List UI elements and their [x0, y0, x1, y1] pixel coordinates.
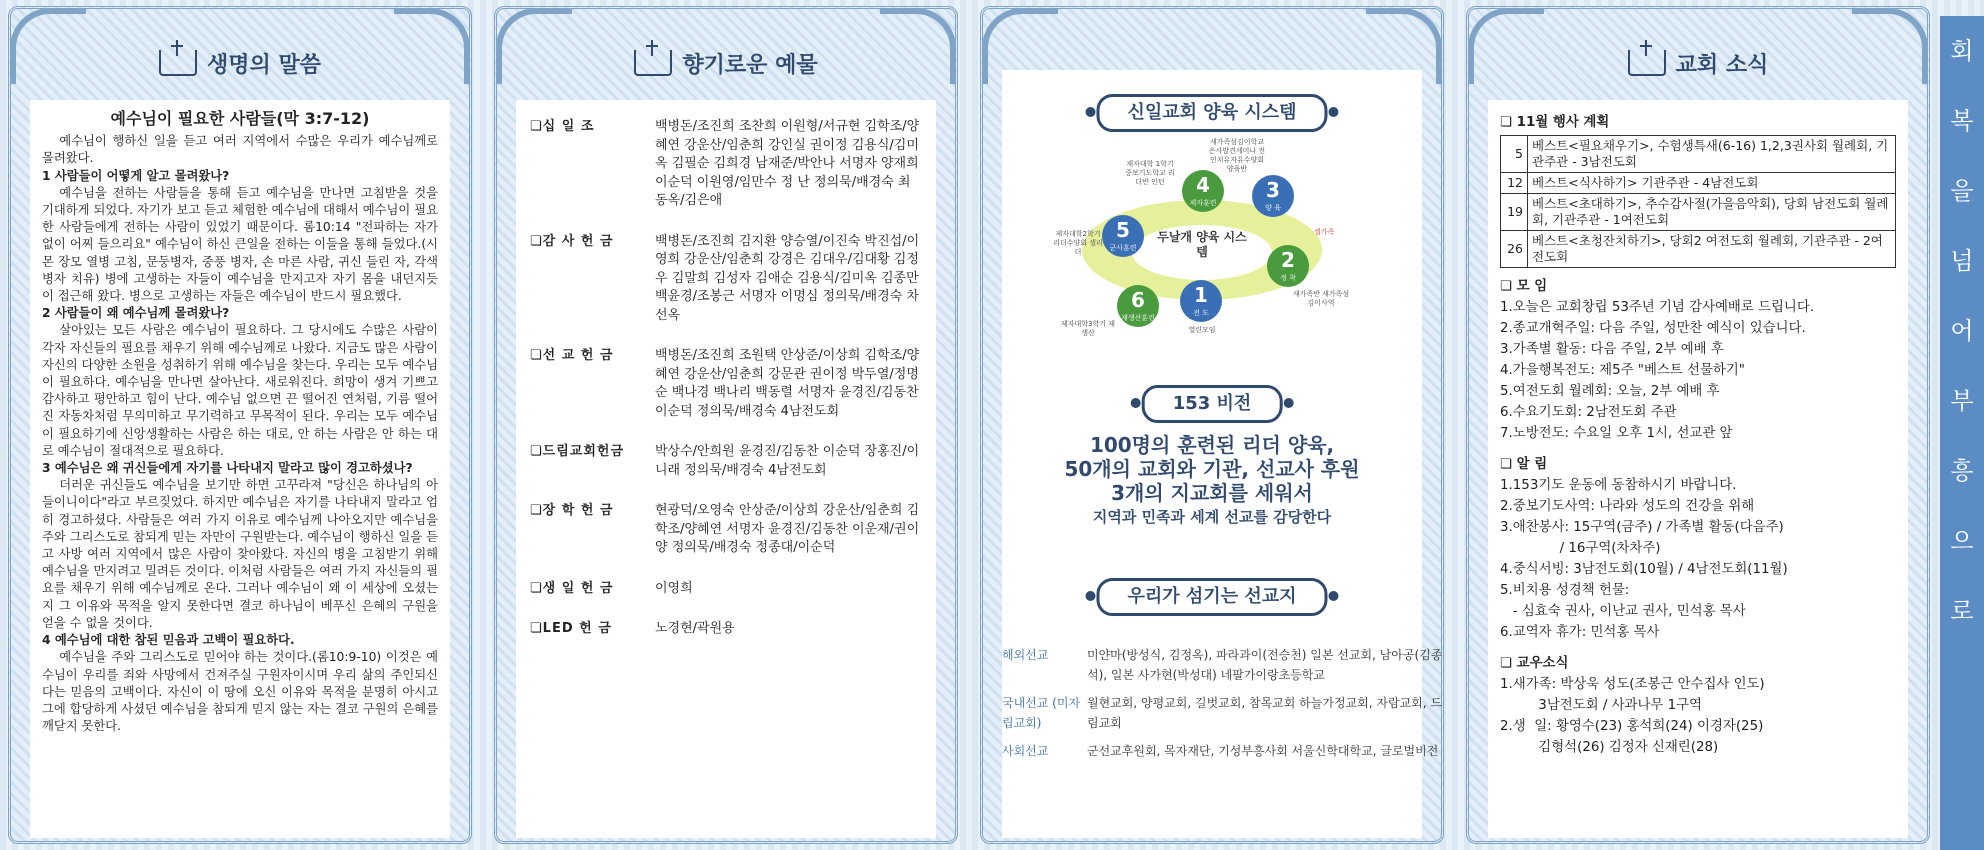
- offering-names: 백병돈/조진희 조원택 안상준/이상희 김학조/양혜연 강운산/임춘희 강문관 권이정 박두열/정명순 백나경 백나리 백동렬 서명자 윤경진/김동찬 이순덕 정의묵/배경숙 4남전도회: [655, 348, 920, 419]
- sermon-title: 예수님이 필요한 사람들(막 3:7-12): [110, 109, 370, 128]
- event-date: 5: [1501, 136, 1528, 173]
- panel-news: [1458, 0, 1938, 850]
- offering-row: [530, 443, 922, 480]
- sermon-subheading: 2 사람들이 왜 예수님께 몰려왔나?: [42, 306, 230, 321]
- notice-item: 6.교역자 휴가: 민석홍 목사: [1500, 625, 1660, 640]
- meeting-item: 2.종교개혁주일: 다음 주일, 성만찬 예식이 있습니다.: [1500, 321, 1806, 336]
- mission-row: [1002, 645, 1452, 685]
- offering-row: [530, 620, 922, 639]
- mission-sites: 군선교후원회, 목자재단, 기성부흥사회 서울신학대학교, 글로벌비전: [1087, 744, 1439, 758]
- spine-char: 부: [1950, 387, 1974, 415]
- mission-sites: 미얀마(방성식, 김정옥), 파라과이(전승천) 일본 선교회, 남아공(김종석), 일본 사가현(박성대) 네팔가이랑초등학교: [1087, 648, 1443, 682]
- event-row: [1501, 173, 1896, 194]
- offering-row: [530, 580, 922, 599]
- nurture-system-diagram: [1053, 138, 1352, 340]
- vision-line: 100명의 훈련된 리더 양육,: [1089, 433, 1335, 457]
- event-row: [1501, 136, 1896, 173]
- meeting-item: 6.수요기도회: 2남전도회 주관: [1500, 405, 1677, 420]
- notice-item: 1.153기도 운동에 동참하시기 바랍니다.: [1500, 478, 1737, 493]
- sermon-paragraph: 예수님이 행하신 일을 듣고 여러 지역에서 수많은 우리가 예수님께로 몰려왔다.: [42, 134, 438, 166]
- notice-item: - 심효숙 권사, 이난교 권사, 민석홍 목사: [1500, 604, 1746, 619]
- panel-sermon: [0, 0, 480, 850]
- panel-heading: 생명의 말씀: [0, 48, 480, 88]
- vision-line: 50개의 교회와 기관, 선교사 후원: [1064, 457, 1360, 481]
- offering-label: ❏생 일 헌 금: [530, 580, 614, 596]
- spine-char: 로: [1950, 597, 1974, 625]
- event-text: 베스트<필요채우기>, 수험생특새(6-16) 1,2,3권사회 월례회, 기관주관 - 3남전도회: [1528, 136, 1896, 173]
- mission-sites: 월현교회, 양평교회, 길벗교회, 참목교회 하늘가정교회, 자람교회, 드림교회: [1087, 696, 1442, 730]
- node-5: 5 군사훈련: [1102, 215, 1144, 257]
- node-label: 제자대학 1학기 중보기도학교 리더반 인턴: [1125, 160, 1175, 186]
- node-label: 새가족섬김이학교 은사발견세미나 전인치유자유수양회 양육반: [1208, 138, 1266, 173]
- offering-row: [530, 233, 922, 326]
- theme-spine: [1940, 16, 1984, 850]
- system-title: 신일교회 양육 시스템: [1096, 94, 1327, 132]
- members-title: ❏ 교우소식: [1500, 656, 1569, 671]
- panel-offerings: [486, 0, 966, 850]
- events-title: ❏ 11월 행사 계획: [1500, 115, 1610, 130]
- member-item: 김형석(26) 김정자 신재린(28): [1500, 740, 1719, 755]
- offering-names: 백병돈/조진희 조찬희 이원형/서규현 김학조/양혜연 강운산/임춘희 강인실 권이정 김용식/김미옥 김필순 김희경 남재준/박안나 서명자 양재희 이순덕 이원영/임만수 정 난 정의묵/배경숙 최동옥/김은애: [655, 119, 920, 208]
- meeting-item: 3.가족별 활동: 다음 주일, 2부 예배 후: [1500, 342, 1724, 357]
- event-date: 12: [1501, 173, 1528, 194]
- mission-category: 국내선교 (미자립교회): [1002, 696, 1081, 730]
- sermon-paragraph: 예수님을 주와 그리스도로 믿어야 하는 것이다.(롬10:9-10) 이것은 예수님이 우리를 죄와 사망에서 건져주실 구원자이시며 우리 삶의 주인되신다는 믿음의 고백이다. 자신이 이 땅에 오신 이유와 목적을 분명히 아시고 그에 합당하게 사셨던 예수님을 참되게 믿지 않는 자는 결코 구원의 은혜를 깨닫지 못한다.: [42, 650, 438, 734]
- meeting-item: 1.오늘은 교회창립 53주년 기념 감사예배로 드립니다.: [1500, 300, 1815, 315]
- offering-label: ❏십 일 조: [530, 119, 595, 134]
- sermon-subheading: 1 사람들이 어떻게 알고 몰려왔나?: [42, 168, 230, 183]
- sermon-paragraph: 예수님을 전하는 사람들을 통해 듣고 예수님을 만나면 고침받을 것을 기대하게 되었다. 자기가 보고 듣고 체험한 예수님에 대해서 예수님이 필요한 사람들에게 전하는 사람이 있었기 때문이다. 롬10:14 "전파하는 자가 없이 어찌 들으리요" 예수님이 하신 큰일을 전하는 이들을 통해 들었다.(시몬 장모 열병 고침, 문둥병자, 중풍 병자, 손 마른 사람, 귀신 들린 자, 각색 병자 치유) 병에 고생하는 자들이 예수님을 만지고자 자기 몸을 내던지듯이 접근해 왔다. 병으로 고생하는 자들은 예수님이 반드시 필요했다.: [42, 185, 438, 304]
- node-3: 3 양 육: [1252, 175, 1294, 217]
- offering-names: 이영희: [655, 580, 693, 596]
- offering-label: ❏선 교 헌 금: [530, 348, 614, 363]
- sermon-subheading: 3 예수님은 왜 귀신들에게 자기를 나타내지 말라고 많이 경고하셨나?: [42, 461, 413, 476]
- offering-names: 백병돈/조진희 김지환 양승열/이진숙 박진섭/이영희 강운산/임춘희 강경은 김대우/김대황 김정우 김말희 김성자 김애순 김용식/김미옥 김종만 백윤경/조봉근 서명자 이명심 정의묵/배경숙 차선옥: [655, 233, 920, 323]
- events-table: [1500, 135, 1896, 268]
- sermon-body: [30, 100, 450, 838]
- sermon-subheading: 4 예수님에 대한 참된 믿음과 고백이 필요하다.: [42, 633, 295, 648]
- member-item: 2.생 일: 황영수(23) 홍석희(24) 이경자(25): [1500, 719, 1764, 734]
- offering-names: 현광덕/오영숙 안상준/이상희 강운산/임춘희 김학조/양혜연 서명자 윤경진/김동찬 이운재/권이양 정의묵/배경숙 정종대/이순덕: [655, 503, 920, 555]
- event-text: 베스트<초대하기>, 추수감사절(가을음악회), 당회 남전도회 월례회, 기관주관 - 1여전도회: [1528, 194, 1896, 231]
- news-body: [1488, 100, 1908, 838]
- node-6: 6 재생산훈련: [1117, 285, 1159, 327]
- meetings-list: [1500, 297, 1896, 444]
- notice-item: 5.비치용 성경책 헌물:: [1500, 583, 1630, 598]
- vision-title: 153 비전: [1142, 385, 1283, 423]
- sermon-paragraph: 살아있는 모든 사람은 예수님이 필요하다. 그 당시에도 수많은 사람이 각자 자신들의 필요를 채우기 위해 예수님께로 나왔다. 지금도 많은 사람이 자신의 다양한 소원을 성취하기 위해 예수님을 찾는다. 우리는 모두 예수님이 필요하다. 예수님을 만나면 살아난다. 새로워진다. 희망이 생겨 기쁘고 감사하고 평안하고 힘이 난다. 예수님 없으면 끈 떨어진 연처럼, 기름 떨어진 자동차처럼 무의미하고 무기력하고 무목적이 된다. 우리는 모두 예수님이 필요하기에 신앙생활하는 사람은 하는 대로, 안 하는 사람은 안 하는 대로 예수님이 절대적으로 필요하다.: [42, 323, 438, 458]
- spine-char: 을: [1950, 177, 1974, 205]
- notices-list: [1500, 475, 1896, 643]
- node-1: 1 전 도: [1180, 280, 1222, 322]
- event-text: 베스트<초청잔치하기>, 당회2 여전도회 월례회, 기관주관 - 2여전도회: [1528, 231, 1896, 268]
- notice-item: 4.중식서빙: 3남전도회(10월) / 4남전도회(11월): [1500, 562, 1788, 577]
- spine-char: 어: [1950, 317, 1974, 345]
- mission-row: [1002, 741, 1452, 761]
- members-list: [1500, 674, 1896, 758]
- event-row: [1501, 194, 1896, 231]
- mission-row: [1002, 693, 1452, 733]
- offering-row: [530, 502, 922, 558]
- notice-item: 3.애찬봉사: 15구역(금주) / 가족별 활동(다음주): [1500, 520, 1784, 535]
- node-label: 제자대학3학기 재생산: [1060, 320, 1115, 337]
- mission-title: 우리가 섬기는 선교지: [1096, 578, 1327, 616]
- event-text: 베스트<식사하기> 기관주관 - 4남전도회: [1528, 173, 1896, 194]
- bible-icon: [634, 50, 672, 76]
- diagram-center-text: 두날개 양육 시스템: [1157, 230, 1247, 259]
- member-item: 3남전도회 / 사과나무 1구역: [1500, 698, 1702, 713]
- vision-line: 3개의 지교회를 세워서: [1111, 481, 1313, 505]
- member-item: 1.새가족: 박상욱 성도(조봉근 안수집사 인도): [1500, 677, 1765, 692]
- node-label: 새가족반 새가족섬김이사역: [1292, 290, 1350, 307]
- mission-category: 사회선교: [1002, 744, 1049, 758]
- sermon-paragraph: 더러운 귀신들도 예수님을 보기만 하면 고꾸라져 "당신은 하나님의 아들이니이다"라고 부르짖었다. 하지만 예수님은 자기를 나타내지 말라고 엄히 경고하셨다. 사람들은 여러 가지 이유로 예수님께 나아오지만 예수님을 주와 그리스도로 참되게 믿는 자만이 구원받는다. 예수님이 행하신 일을 듣고 사방 여러 지역에서 많은 사람이 찾아왔다. 자신의 병을 고침받기 위해 예수님을 만지려고 밀려든 것이다. 이처럼 사람들은 여러 가지 자신들의 필요를 채우기 위해 예수님께로 온다. 그러나 예수님이 왜 이 세상에 오셨는지 그 이유와 목적을 알지 못한다면 결코 하나님이 베푸신 은혜의 구원을 얻을 수 없을 것이다.: [42, 478, 438, 630]
- node-label: 제자대학2학기 리더수양회 셀리더: [1053, 230, 1103, 256]
- offering-row: [530, 347, 922, 421]
- notice-item: / 16구역(차차주): [1500, 541, 1661, 556]
- offering-names: 박상수/안희원 윤경진/김동찬 이순덕 장홍진/이니래 정의묵/배경숙 4남전도회: [655, 444, 920, 478]
- panel-heading: 교회 소식: [1458, 48, 1938, 88]
- offering-label: ❏드림교회헌금: [530, 444, 625, 459]
- notice-item: 2.중보기도사역: 나라와 성도의 건강을 위해: [1500, 499, 1755, 514]
- spine-char: 복: [1950, 107, 1974, 135]
- event-date: 19: [1501, 194, 1528, 231]
- mission-category: 해외선교: [1002, 648, 1049, 662]
- vision-text: [972, 433, 1452, 529]
- panel-vision: [972, 0, 1452, 850]
- notices-title: ❏ 알 림: [1500, 457, 1548, 472]
- offering-label: ❏장 학 헌 금: [530, 503, 614, 518]
- offering-list: [516, 100, 936, 838]
- node-label: 열린모임: [1188, 326, 1216, 334]
- cell-label: 셀가족: [1314, 228, 1335, 236]
- bible-icon: [159, 50, 197, 76]
- event-row: [1501, 231, 1896, 268]
- offering-label: ❏LED 헌 금: [530, 621, 612, 636]
- meeting-item: 4.가을행복전도: 제5주 "베스트 선물하기": [1500, 363, 1745, 378]
- sermon-paragraphs: [42, 133, 438, 735]
- node-4: 4 제자훈련: [1182, 170, 1224, 212]
- spine-char: 으: [1950, 527, 1974, 555]
- offering-label: ❏감 사 헌 금: [530, 233, 614, 249]
- meeting-item: 7.노방전도: 수요일 오후 1시, 선교관 앞: [1500, 426, 1733, 441]
- offering-row: [530, 118, 922, 211]
- mission-list: [1002, 645, 1452, 769]
- meeting-item: 5.여전도회 월례회: 오늘, 2부 예배 후: [1500, 384, 1720, 399]
- spine-char: 넘: [1950, 247, 1974, 275]
- meetings-title: ❏ 모 임: [1500, 279, 1548, 294]
- vision-line: 지역과 민족과 세계 선교를 감당한다: [1092, 508, 1332, 526]
- node-2: 2 정 착: [1267, 245, 1309, 287]
- offering-names: 노경현/곽원용: [655, 621, 735, 636]
- panel-heading: 향기로운 예물: [486, 48, 966, 88]
- spine-char: 흥: [1950, 457, 1974, 485]
- bible-icon: [1628, 50, 1666, 76]
- spine-char: 회: [1950, 37, 1974, 65]
- event-date: 26: [1501, 231, 1528, 268]
